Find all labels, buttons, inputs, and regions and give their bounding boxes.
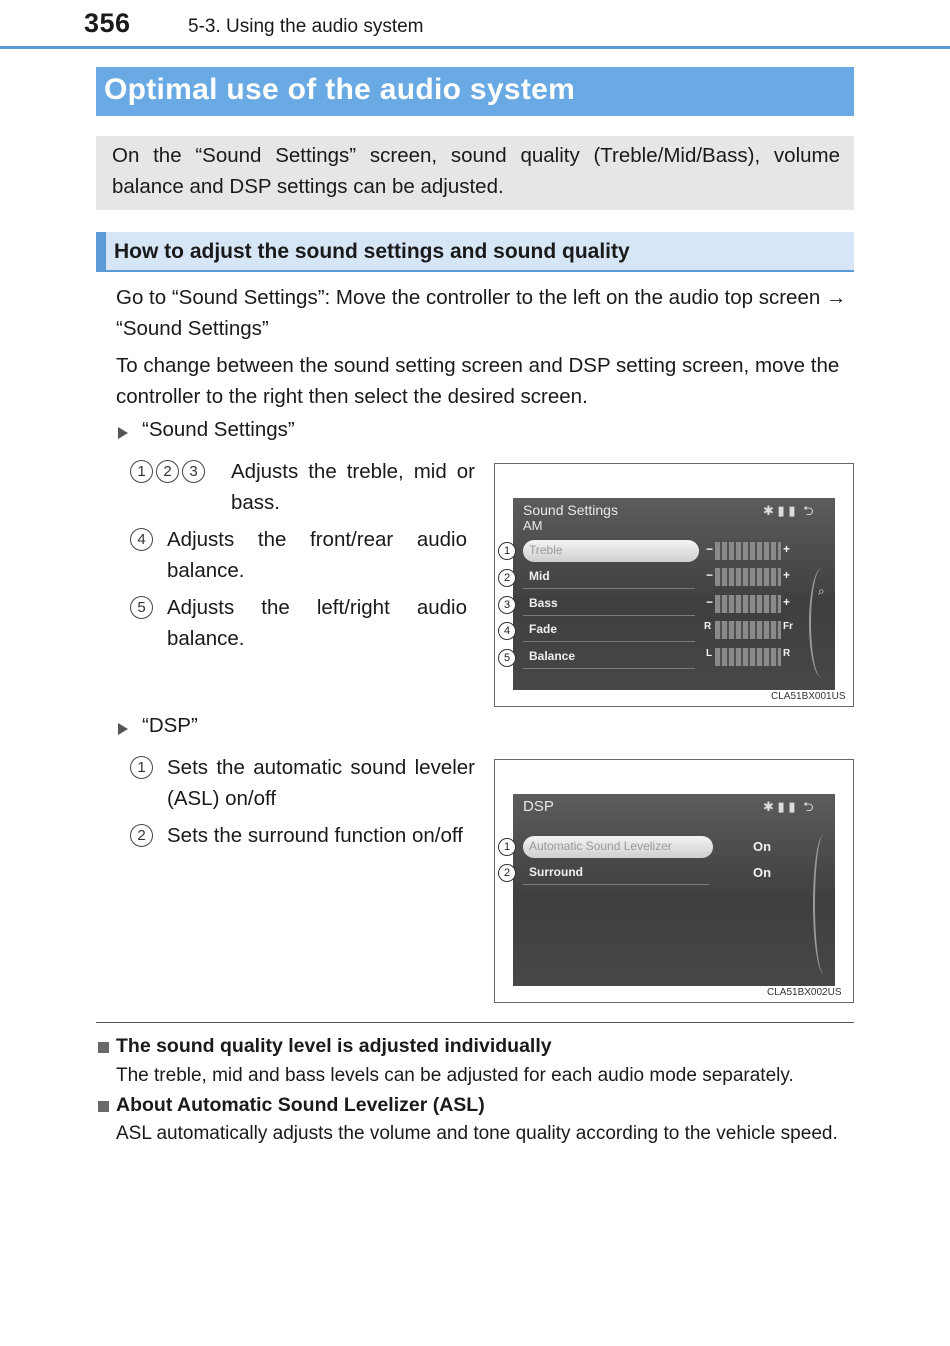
marker-1: 1	[130, 756, 153, 779]
bar-right-label: +	[783, 568, 791, 582]
notes-rule	[96, 1022, 854, 1023]
item-text: Adjusts the treble, mid or bass.	[231, 460, 475, 514]
screen-row-surround	[523, 862, 709, 885]
zoom-icon: ⌕	[818, 584, 825, 598]
marker-3: 3	[182, 460, 205, 483]
battery-icon: ▮	[788, 503, 796, 518]
callout-2: 2	[498, 864, 516, 882]
figure-ref-code: CLA51BX002US	[767, 987, 842, 998]
callout-5: 5	[498, 649, 516, 667]
screen-display	[513, 498, 835, 690]
note-body: The treble, mid and bass levels can be adjusted for each audio mode separately.	[116, 1065, 794, 1086]
figure-ref-code: CLA51BX001US	[771, 691, 846, 702]
bar-right-label: Fr	[783, 621, 793, 632]
triangle-bullet-icon	[118, 723, 128, 735]
triangle-bullet-icon	[118, 427, 128, 439]
item-text: Sets the automatic sound leveler (ASL) on/off	[167, 756, 475, 810]
level-bar-fade	[715, 621, 781, 639]
level-bar-bass	[715, 595, 781, 613]
bar-right-label: +	[783, 595, 791, 609]
screen-title: DSP	[523, 798, 554, 815]
level-bar-mid	[715, 568, 781, 586]
level-bar-balance	[715, 648, 781, 666]
row-label: Surround	[529, 865, 583, 879]
intro-text: On the “Sound Settings” screen, sound quality (Treble/Mid/Bass), volume balance and DSP settings can be adjusted.	[112, 144, 840, 198]
dsp-label: “DSP”	[142, 714, 198, 737]
bluetooth-icon: ✱	[763, 799, 774, 814]
screen-row-mid	[523, 566, 695, 589]
marker-1: 1	[130, 460, 153, 483]
battery-icon: ▮	[788, 799, 796, 814]
screen-subtitle: AM	[523, 518, 543, 533]
screen-display	[513, 794, 835, 986]
screen-row-bass	[523, 593, 695, 616]
status-icons	[763, 798, 814, 820]
callout-1: 1	[498, 542, 516, 560]
sound-settings-screenshot	[494, 463, 854, 707]
paragraph-go-to: Go to “Sound Settings”: Move the controller to the left on the audio top screen → “Sound Settings”	[116, 286, 847, 340]
scroll-arc	[813, 834, 835, 974]
marker-4: 4	[130, 528, 153, 551]
row-label: Balance	[529, 649, 576, 663]
status-icons	[763, 502, 814, 524]
bar-left-label: −	[706, 542, 714, 556]
screen-row-balance	[523, 646, 695, 669]
signal-icon: ▮	[777, 503, 785, 518]
screen-row-asl	[523, 836, 713, 858]
row-label: Mid	[529, 569, 550, 583]
page-title: Optimal use of the audio system	[104, 73, 576, 106]
bar-left-label: R	[704, 621, 712, 632]
item-markers	[130, 460, 205, 483]
note-body: ASL automatically adjusts the volume and tone quality according to the vehicle speed.	[116, 1123, 838, 1144]
square-bullet-icon	[98, 1101, 109, 1112]
sound-settings-label: “Sound Settings”	[142, 418, 295, 441]
subheading-accent	[96, 232, 106, 272]
asl-value: On	[753, 839, 772, 854]
signal-icon: ▮	[777, 799, 785, 814]
row-label: Fade	[529, 622, 558, 636]
screen-row-fade	[523, 619, 695, 642]
screen-title: Sound Settings	[523, 502, 618, 518]
row-label: Automatic Sound Levelizer	[529, 839, 672, 853]
level-bar-treble	[715, 542, 781, 560]
bar-left-label: L	[706, 648, 713, 659]
paragraph-change-screen: To change between the sound setting screen and DSP setting screen, move the controller to the right then select the desired screen.	[116, 354, 840, 408]
callout-1: 1	[498, 838, 516, 856]
item-text: Adjusts the left/right audio balance.	[167, 596, 467, 650]
row-label: Treble	[529, 543, 563, 557]
subheading: How to adjust the sound settings and sound quality	[114, 240, 630, 263]
square-bullet-icon	[98, 1042, 109, 1053]
back-icon: ⮌	[803, 503, 814, 518]
surround-value: On	[753, 865, 772, 880]
dsp-screenshot	[494, 759, 854, 1003]
item-text: Sets the surround function on/off	[167, 824, 463, 847]
page-number: 356	[84, 8, 131, 38]
bar-left-label: −	[706, 568, 714, 582]
section-label: 5-3. Using the audio system	[188, 16, 424, 37]
bar-left-label: −	[706, 595, 714, 609]
marker-2: 2	[156, 460, 179, 483]
callout-2: 2	[498, 569, 516, 587]
callout-3: 3	[498, 596, 516, 614]
header-rule	[0, 46, 950, 49]
back-icon: ⮌	[803, 799, 814, 814]
marker-5: 5	[130, 596, 153, 619]
bluetooth-icon: ✱	[763, 503, 774, 518]
row-label: Bass	[529, 596, 558, 610]
marker-2: 2	[130, 824, 153, 847]
item-text: Adjusts the front/rear audio balance.	[167, 528, 467, 582]
screen-row-treble	[523, 540, 699, 562]
callout-4: 4	[498, 622, 516, 640]
note-heading: The sound quality level is adjusted individually	[116, 1035, 552, 1057]
note-heading: About Automatic Sound Levelizer (ASL)	[116, 1094, 485, 1116]
bar-right-label: +	[783, 542, 791, 556]
bar-right-label: R	[783, 648, 791, 659]
